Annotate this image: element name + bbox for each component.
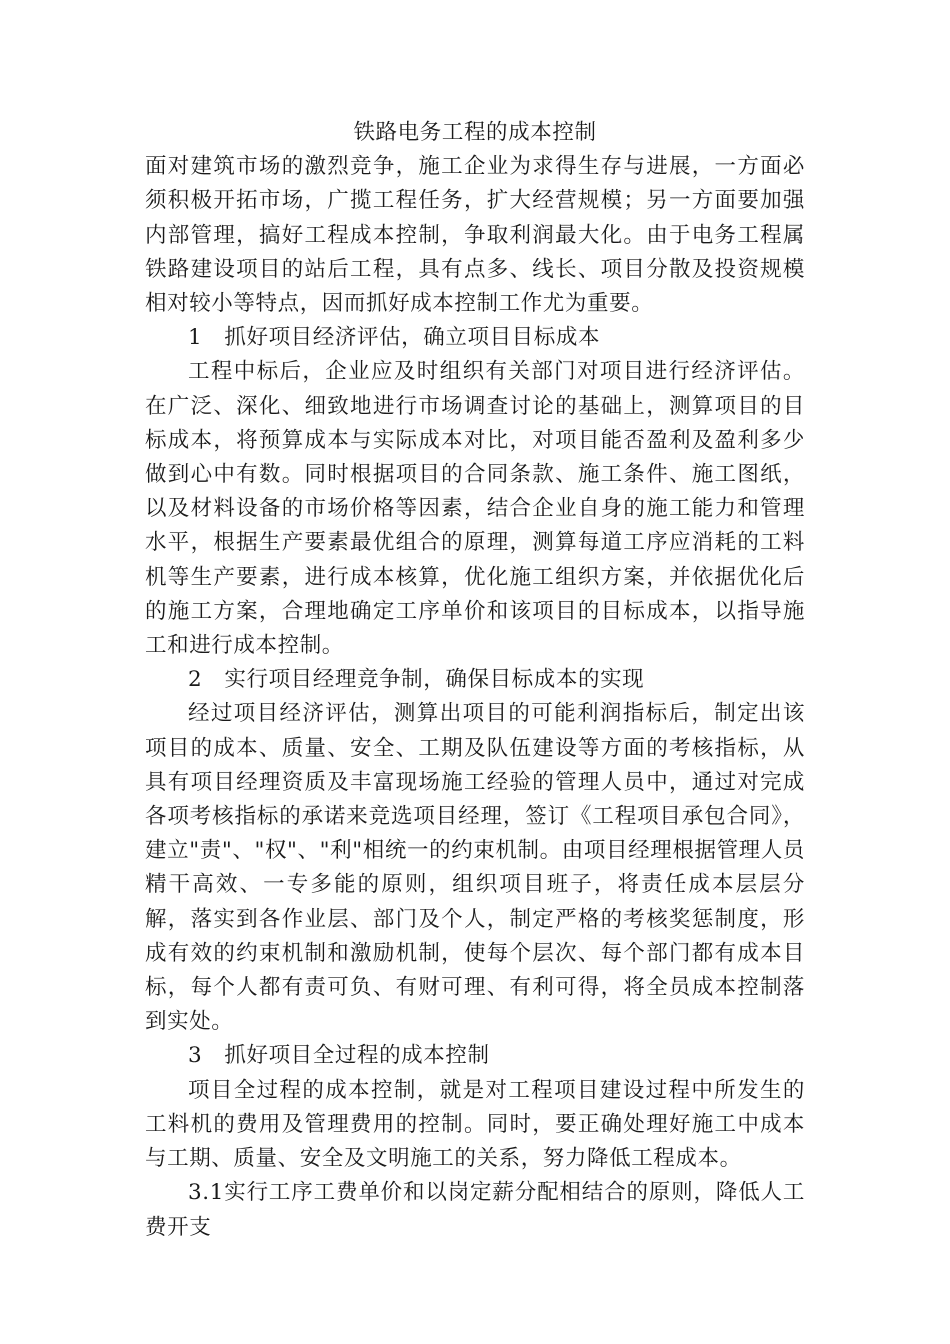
section-heading-2: 2 实行项目经理竞争制，确保目标成本的实现 bbox=[188, 667, 645, 693]
paragraph-section-3: 项目全过程的成本控制，就是对工程项目建设过程中所发生的工料机的费用及管理费用的控制。同时，要正确处理好施工中成本与工期、质量、安全及文明施工的关系，努力降低工程成本。 bbox=[145, 1077, 805, 1172]
document-title: 铁路电务工程的成本控制 bbox=[353, 120, 597, 145]
paragraph-subsection-3-1: 3.1实行工序工费单价和以岗定薪分配相结合的原则，降低人工费开支 bbox=[145, 1180, 805, 1240]
document-body bbox=[145, 116, 805, 1245]
section-heading-3: 3 抓好项目全过程的成本控制 bbox=[188, 1043, 490, 1069]
paragraph-section-2: 经过项目经济评估，测算出项目的可能利润指标后，制定出该项目的成本、质量、安全、工期及队伍建设等方面的考核指标，从具有项目经理资质及丰富现场施工经验的管理人员中，通过对完成各项考核指标的承诺来竞选项目经理，签订《工程项目承包合同》，建立"责"、"权"、"利"相统一的约束机制。由项目经理根据管理人员精干高效、一专多能的原则，组织项目班子，将责任成本层层分解，落实到各作业层、部门及个人，制定严格的考核奖惩制度，形成有效的约束机制和激励机制，使每个层次、每个部门都有成本目标，每个人都有责可负、有财可理、有利可得，将全员成本控制落到实处。 bbox=[145, 701, 805, 1035]
section-heading-1: 1 抓好项目经济评估，确立项目目标成本 bbox=[188, 325, 601, 351]
paragraph-section-1: 工程中标后，企业应及时组织有关部门对项目进行经济评估。在广泛、深化、细致地进行市场调查讨论的基础上，测算项目的目标成本，将预算成本与实际成本对比，对项目能否盈利及盈利多少做到心中有数。同时根据项目的合同条款、施工条件、施工图纸，以及材料设备的市场价格等因素，结合企业自身的施工能力和管理水平，根据生产要素最优组合的原理，测算每道工序应消耗的工料机等生产要素，进行成本核算，优化施工组织方案，并依据优化后的施工方案，合理地确定工序单价和该项目的目标成本，以指导施工和进行成本控制。 bbox=[145, 359, 805, 659]
paragraph-intro: 面对建筑市场的激烈竞争，施工企业为求得生存与进展，一方面必须积极开拓市场，广揽工程任务，扩大经营规模；另一方面要加强内部管理，搞好工程成本控制，争取利润最大化。由于电务工程属铁路建设项目的站后工程，具有点多、线长、项目分散及投资规模相对较小等特点，因而抓好成本控制工作尤为重要。 bbox=[145, 154, 805, 317]
